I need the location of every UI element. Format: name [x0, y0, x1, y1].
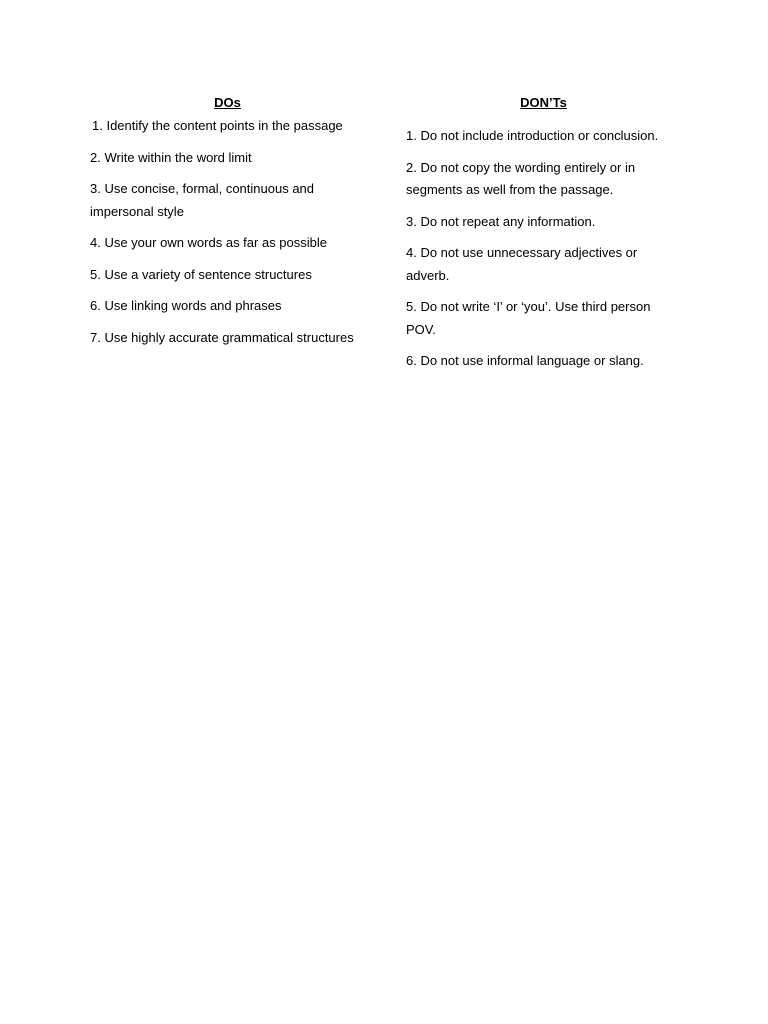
donts-list: [406, 125, 681, 373]
donts-item: 2. Do not copy the wording entirely or in segments as well from the passage.: [406, 159, 636, 197]
donts-heading: DON’Ts: [520, 95, 567, 110]
donts-item: 1. Do not include introduction or conclusion.: [406, 128, 659, 143]
dos-item: 5. Use a variety of sentence structures: [90, 266, 312, 282]
dos-item: 2. Write within the word limit: [90, 149, 252, 165]
dos-item: 4. Use your own words as far as possible: [90, 235, 327, 250]
dos-list: [90, 115, 365, 349]
donts-item: 6. Do not use informal language or slang.: [406, 353, 644, 368]
dos-item: 1. Identify the content points in the passage: [92, 118, 343, 133]
donts-item: 4. Do not use unnecessary adjectives or adverb.: [406, 245, 638, 283]
dos-column: [90, 94, 365, 358]
donts-item: 3. Do not repeat any information.: [406, 213, 596, 229]
dos-item: 7. Use highly accurate grammatical structures: [90, 329, 354, 345]
donts-column: [406, 94, 681, 382]
dos-item: 3. Use concise, formal, continuous and impersonal style: [90, 181, 315, 219]
donts-item: 5. Do not write ‘I’ or ‘you’. Use third person POV.: [406, 299, 651, 337]
dos-item: 6. Use linking words and phrases: [90, 298, 282, 313]
dos-heading: DOs: [214, 95, 241, 110]
